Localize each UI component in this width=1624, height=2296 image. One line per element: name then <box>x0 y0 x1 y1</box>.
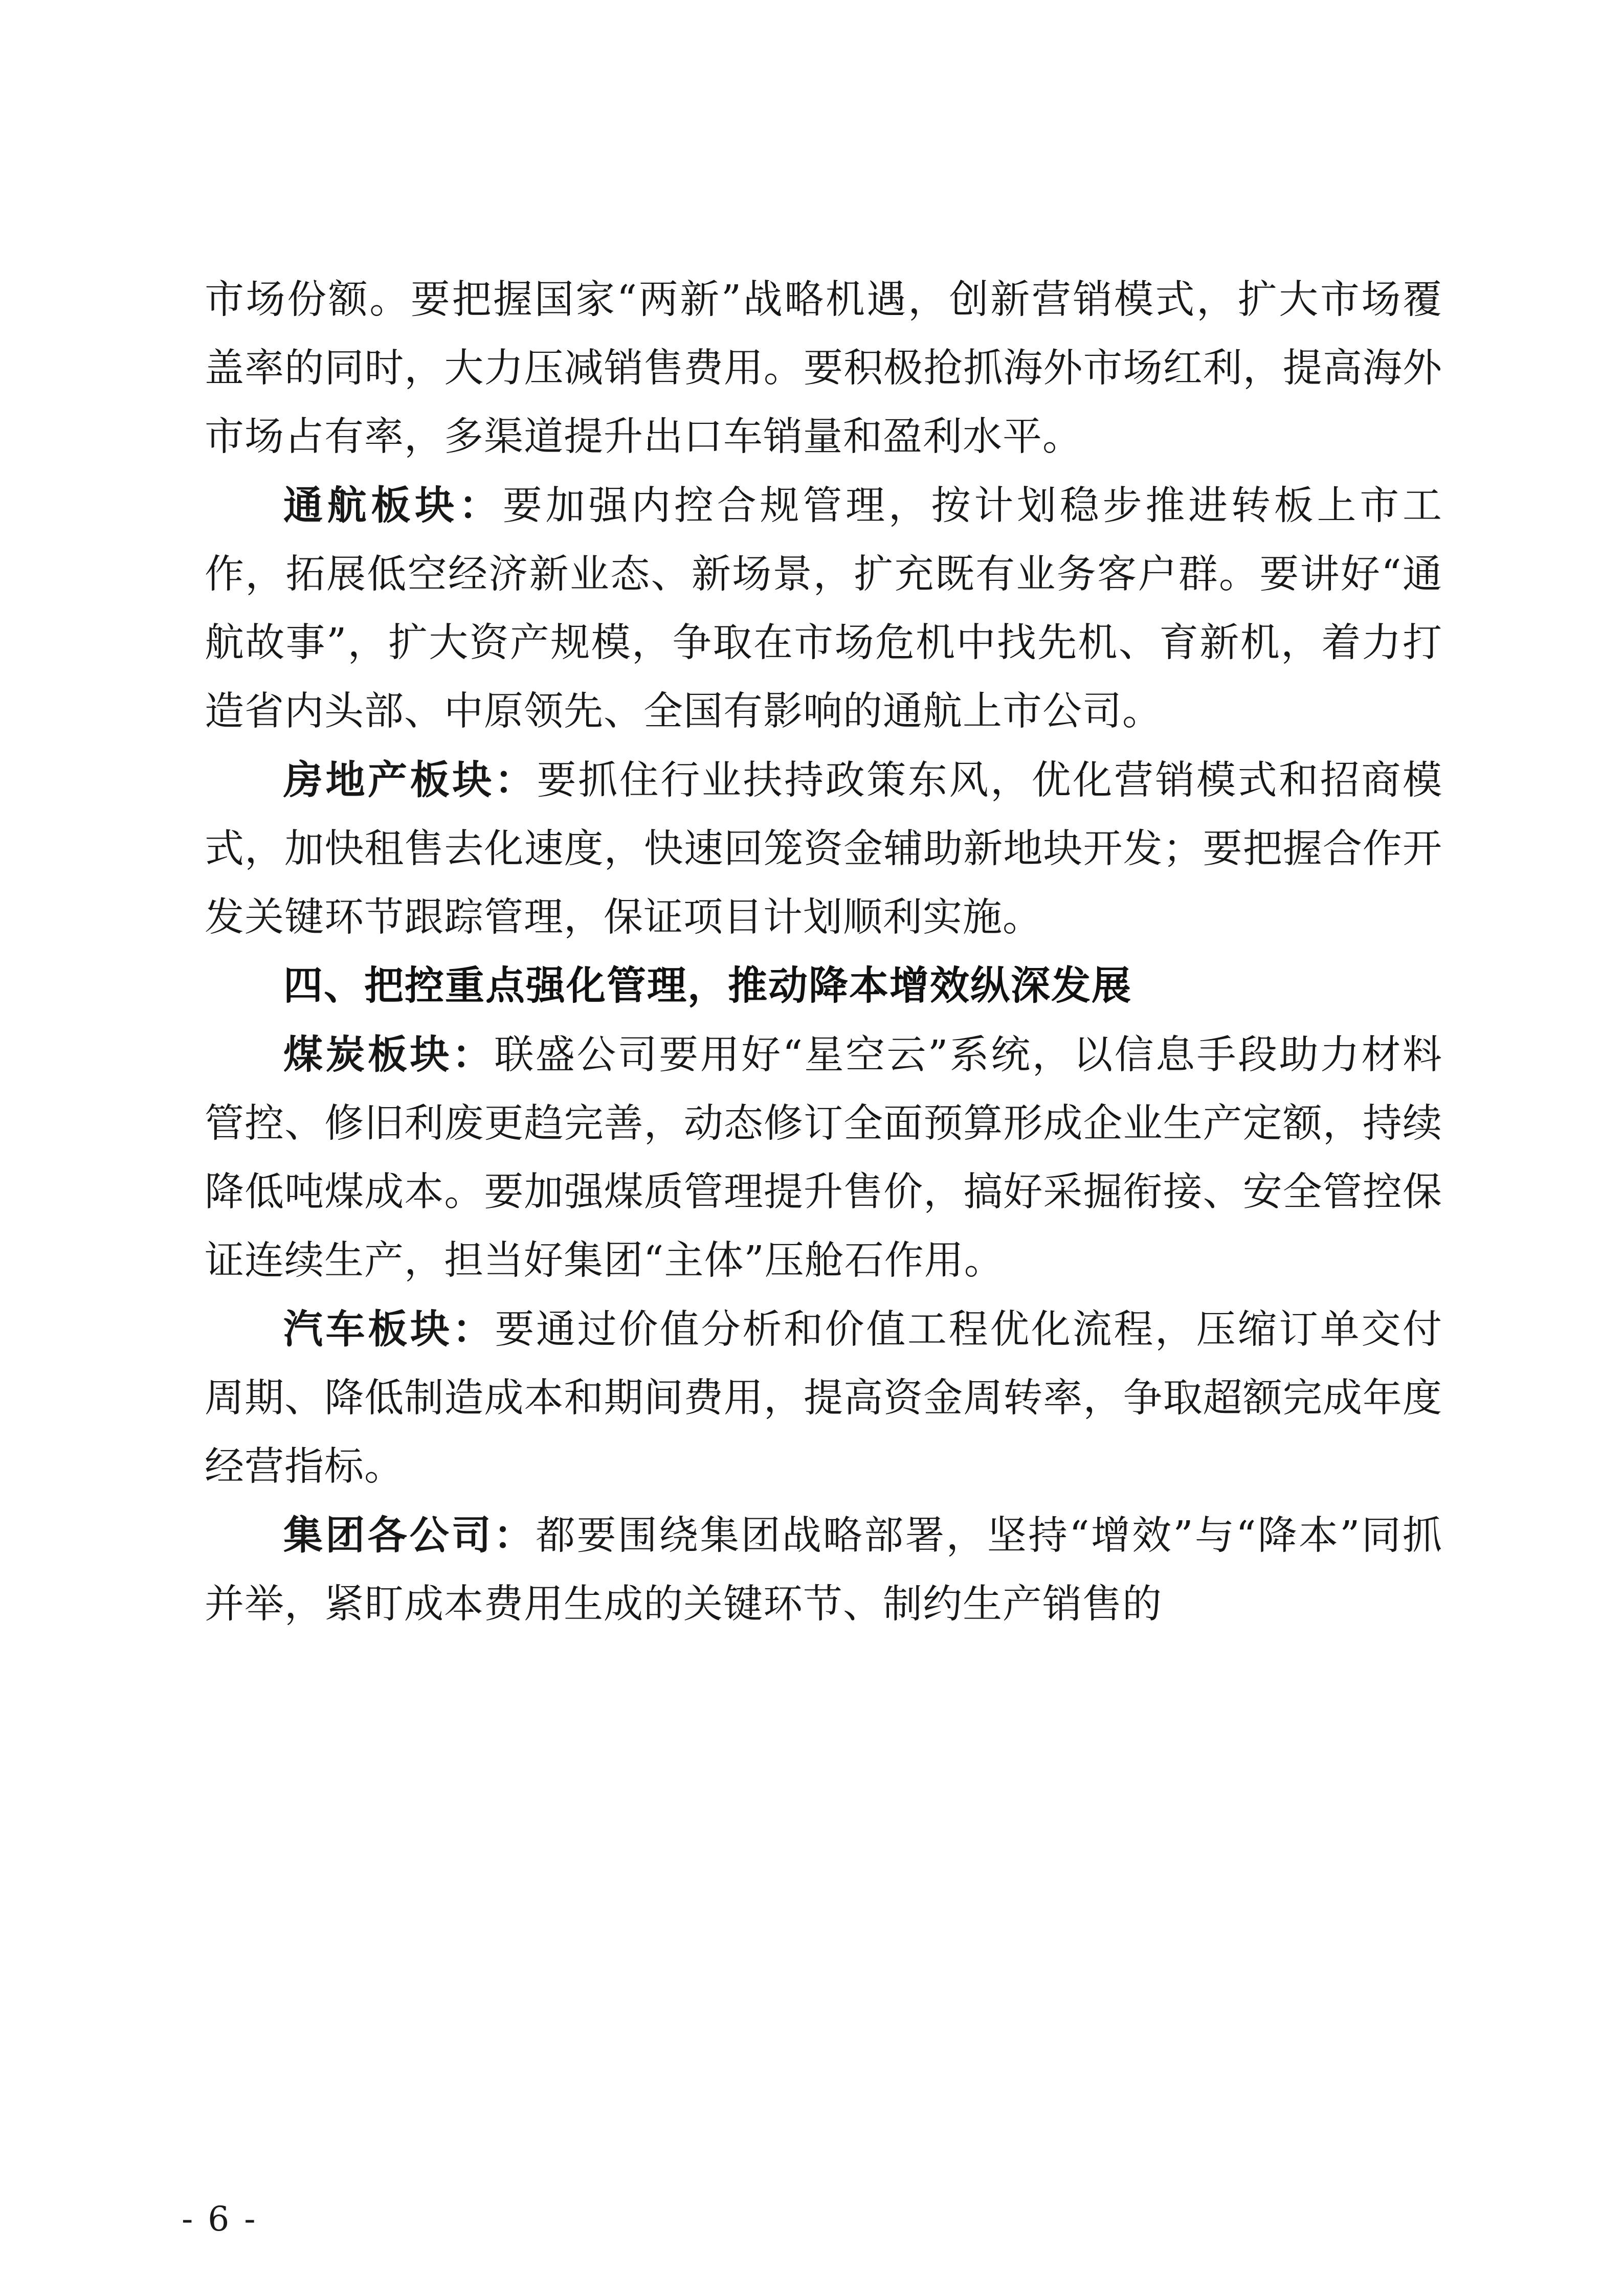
paragraph-text-aviation: 要加强内控合规管理，按计划稳步推进转板上市工作，拓展低空经济新业态、新场景，扩充既有业务客户群。要讲好“通航故事”，扩大资产规模，争取在市场危机中找先机、育新机，着力打造省内头部、中原领先、全国有影响的通航上市公司。 <box>205 483 1443 734</box>
paragraph-aviation <box>205 471 1442 746</box>
paragraph-automotive <box>205 1295 1442 1501</box>
paragraph-coal <box>205 1021 1442 1295</box>
paragraph-text-coal: 联盛公司要用好“星空云”系统，以信息手段助力材料管控、修旧利废更趋完善，动态修订全面预算形成企业生产定额，持续降低吨煤成本。要加强煤质管理提升售价，搞好采掘衔接、安全管控保证连续生产，担当好集团“主体”压舱石作用。 <box>205 1032 1442 1284</box>
paragraph-lead-real-estate: 房地产板块： <box>283 757 537 803</box>
paragraph-text-group-companies: 都要围绕集团战略部署，坚持“增效”与“降本”同抓并举，紧盯成本费用生成的关键环节、制约生产销售的 <box>205 1513 1442 1627</box>
page-number: - 6 - <box>182 2199 258 2239</box>
paragraph-text-real-estate: 要抓住行业扶持政策东风，优化营销模式和招商模式，加快租售去化速度，快速回笼资金辅助新地块开发；要把握合作开发关键环节跟踪管理，保证项目计划顺利实施。 <box>205 758 1443 940</box>
paragraph-group-companies <box>205 1501 1442 1639</box>
paragraph-real-estate <box>205 746 1442 952</box>
paragraph-market-share: 市场份额。要把握国家“两新”战略机遇，创新营销模式，扩大市场覆盖率的同时，大力压减销售费用。要积极抢抓海外市场红利，提高海外市场占有率，多渠道提升出口车销量和盈利水平。 <box>205 277 1442 460</box>
document-body <box>205 266 1442 1639</box>
paragraph-text-automotive: 要通过价值分析和价值工程优化流程，压缩订单交付周期、降低制造成本和期间费用，提高资金周转率，争取超额完成年度经营指标。 <box>205 1307 1443 1490</box>
paragraph-lead-automotive: 汽车板块： <box>283 1307 495 1353</box>
section-heading-four: 四、把控重点强化管理，推动降本增效纵深发展 <box>283 963 1132 1009</box>
paragraph-lead-aviation: 通航板块： <box>283 483 503 529</box>
paragraph-lead-coal: 煤炭板块： <box>283 1032 495 1078</box>
paragraph-lead-group-companies: 集团各公司： <box>283 1513 536 1559</box>
